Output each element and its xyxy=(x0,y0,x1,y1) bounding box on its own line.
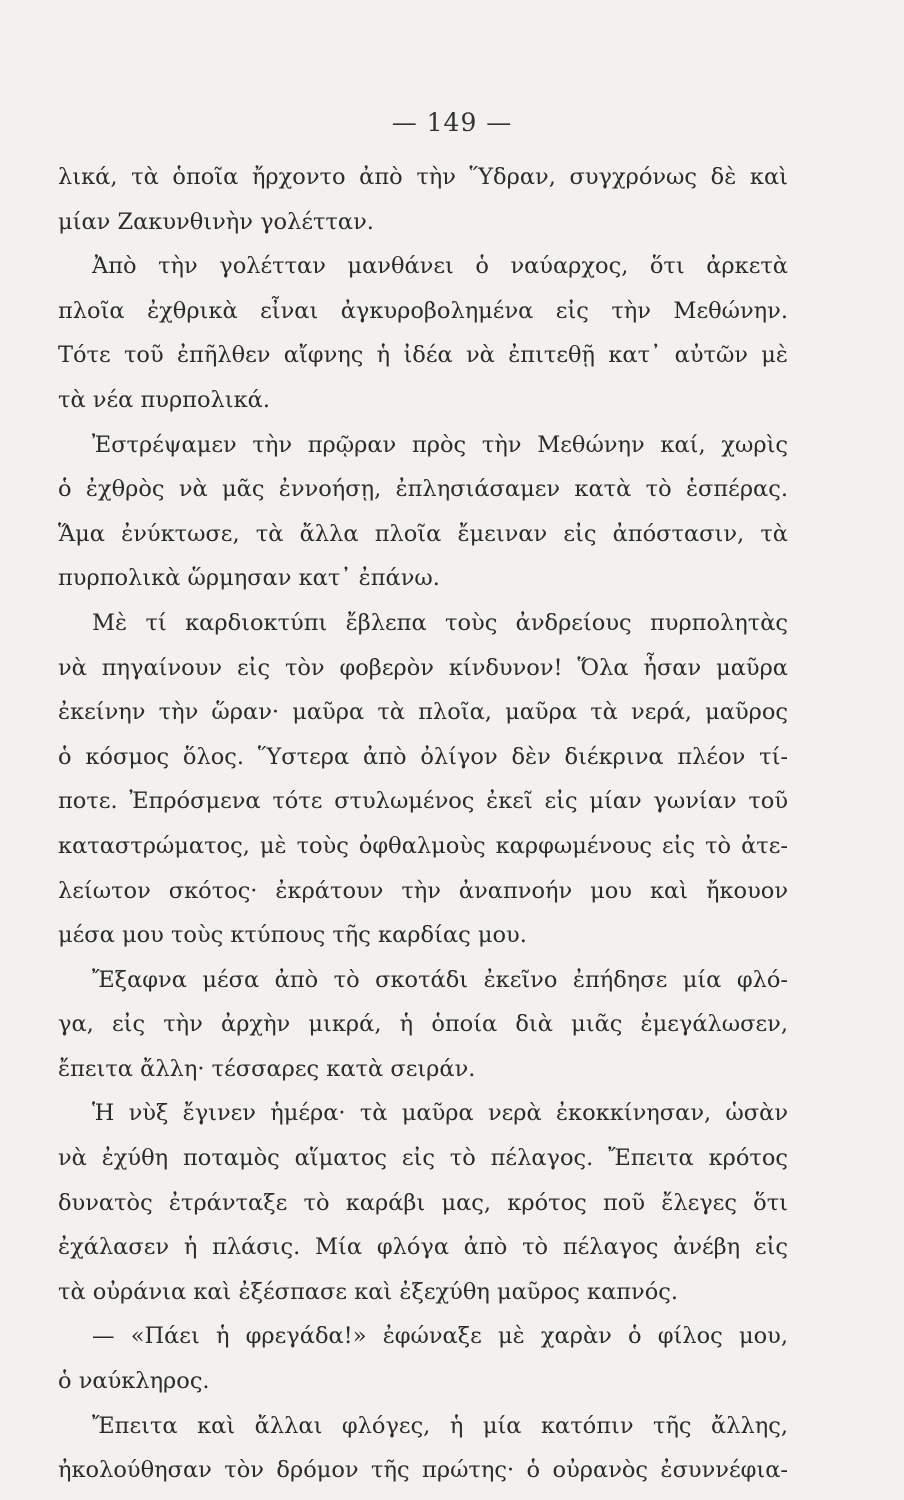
text-line: Ἅμα ἐνύκτωσε, τὰ ἄλλα πλοῖα ἔμειναν εἰς ἀπόστασιν, τὰ xyxy=(58,520,788,547)
text-line: λείωτον σκότος· ἐκράτουν τὴν ἀναπνοήν μου καὶ ἤκουον xyxy=(58,877,788,904)
text-line: ὁ κόσμος ὅλος. Ὕστερα ἀπὸ ὀλίγον δὲν διέκρινα πλέον τί- xyxy=(58,743,788,770)
body-text xyxy=(58,155,788,1493)
page-number: — 149 — xyxy=(391,108,513,137)
text-line: ἐχάλασεν ἡ πλάσις. Μία φλόγα ἀπὸ τὸ πέλαγος ἀνέβη εἰς xyxy=(58,1234,788,1261)
text-line: μέσα μου τοὺς κτύπους τῆς καρδίας μου. xyxy=(58,922,527,949)
text-line: ἐκείνην τὴν ὥραν· μαῦρα τὰ πλοῖα, μαῦρα τὰ νερά, μαῦρος xyxy=(58,699,788,726)
text-line: γα, εἰς τὴν ἀρχὴν μικρά, ἡ ὁποία διὰ μιᾶς ἐμεγάλωσεν, xyxy=(58,1011,788,1038)
text-line: δυνατὸς ἐτράνταξε τὸ καράβι μας, κρότος ποῦ ἔλεγες ὅτι xyxy=(58,1189,788,1216)
text-line: Ἔξαφνα μέσα ἀπὸ τὸ σκοτάδι ἐκεῖνο ἐπήδησε μία φλό- xyxy=(92,966,788,993)
text-line: λικά, τὰ ὁποῖα ἤρχοντο ἀπὸ τὴν Ὕδραν, συγχρόνως δὲ καὶ xyxy=(58,164,788,190)
text-line: ποτε. Ἐπρόσμενα τότε στυλωμένος ἐκεῖ εἰς μίαν γωνίαν τοῦ xyxy=(58,788,788,815)
text-line: ὁ ἐχθρὸς νὰ μᾶς ἐννοήσῃ, ἐπλησιάσαμεν κατὰ τὸ ἑσπέρας. xyxy=(58,476,788,503)
text-line: Μὲ τί καρδιοκτύπι ἔβλεπα τοὺς ἀνδρείους πυρπολητὰς xyxy=(92,609,788,636)
text-line: Ἡ νὺξ ἔγινεν ἡμέρα· τὰ μαῦρα νερὰ ἐκοκκίνησαν, ὡσὰν xyxy=(92,1100,788,1127)
text-line: ἔπειτα ἄλλη· τέσσαρες κατὰ σειράν. xyxy=(58,1055,476,1082)
text-line: πλοῖα ἐχθρικὰ εἶναι ἀγκυροβολημένα εἰς τὴν Μεθώνην. xyxy=(58,297,788,324)
text-line: Τότε τοῦ ἐπῆλθεν αἴφνης ἡ ἰδέα νὰ ἐπιτεθῇ κατ᾽ αὐτῶν μὲ xyxy=(58,342,788,369)
text-line: ἠκολούθησαν τὸν δρόμον τῆς πρώτης· ὁ οὐρανὸς ἐσυννέφια- xyxy=(58,1457,788,1484)
text-line: ὁ ναύκληρος. xyxy=(58,1368,210,1395)
text-line: — «Πάει ἡ φρεγάδα!» ἐφώναξε μὲ χαρὰν ὁ φίλος μου, xyxy=(92,1323,788,1350)
text-line: μίαν Ζακυνθινὴν γολέτταν. xyxy=(58,208,374,235)
text-line: τὰ οὐράνια καὶ ἐξέσπασε καὶ ἐξεχύθη μαῦρος καπνός. xyxy=(58,1278,679,1305)
text-line: πυρπολικὰ ὥρμησαν κατ᾽ ἐπάνω. xyxy=(58,565,440,592)
text-line: Ἐστρέψαμεν τὴν πρῷραν πρὸς τὴν Μεθώνην καί, χωρὶς xyxy=(92,431,788,458)
text-line: τὰ νέα πυρπολικά. xyxy=(58,386,270,413)
text-line: Ἀπὸ τὴν γολέτταν μανθάνει ὁ ναύαρχος, ὅτι ἀρκετὰ xyxy=(92,253,788,280)
text-line: νὰ πηγαίνουν εἰς τὸν φοβερὸν κίνδυνον! Ὅλα ἦσαν μαῦρα xyxy=(58,654,788,681)
text-line: νὰ ἐχύθη ποταμὸς αἵματος εἰς τὸ πέλαγος. Ἔπειτα κρότος xyxy=(58,1145,788,1172)
text-line: Ἔπειτα καὶ ἄλλαι φλόγες, ἡ μία κατόπιν τῆς ἄλλης, xyxy=(92,1412,788,1439)
text-line: καταστρώματος, μὲ τοὺς ὀφθαλμοὺς καρφωμένους εἰς τὸ ἀτε- xyxy=(58,832,788,859)
